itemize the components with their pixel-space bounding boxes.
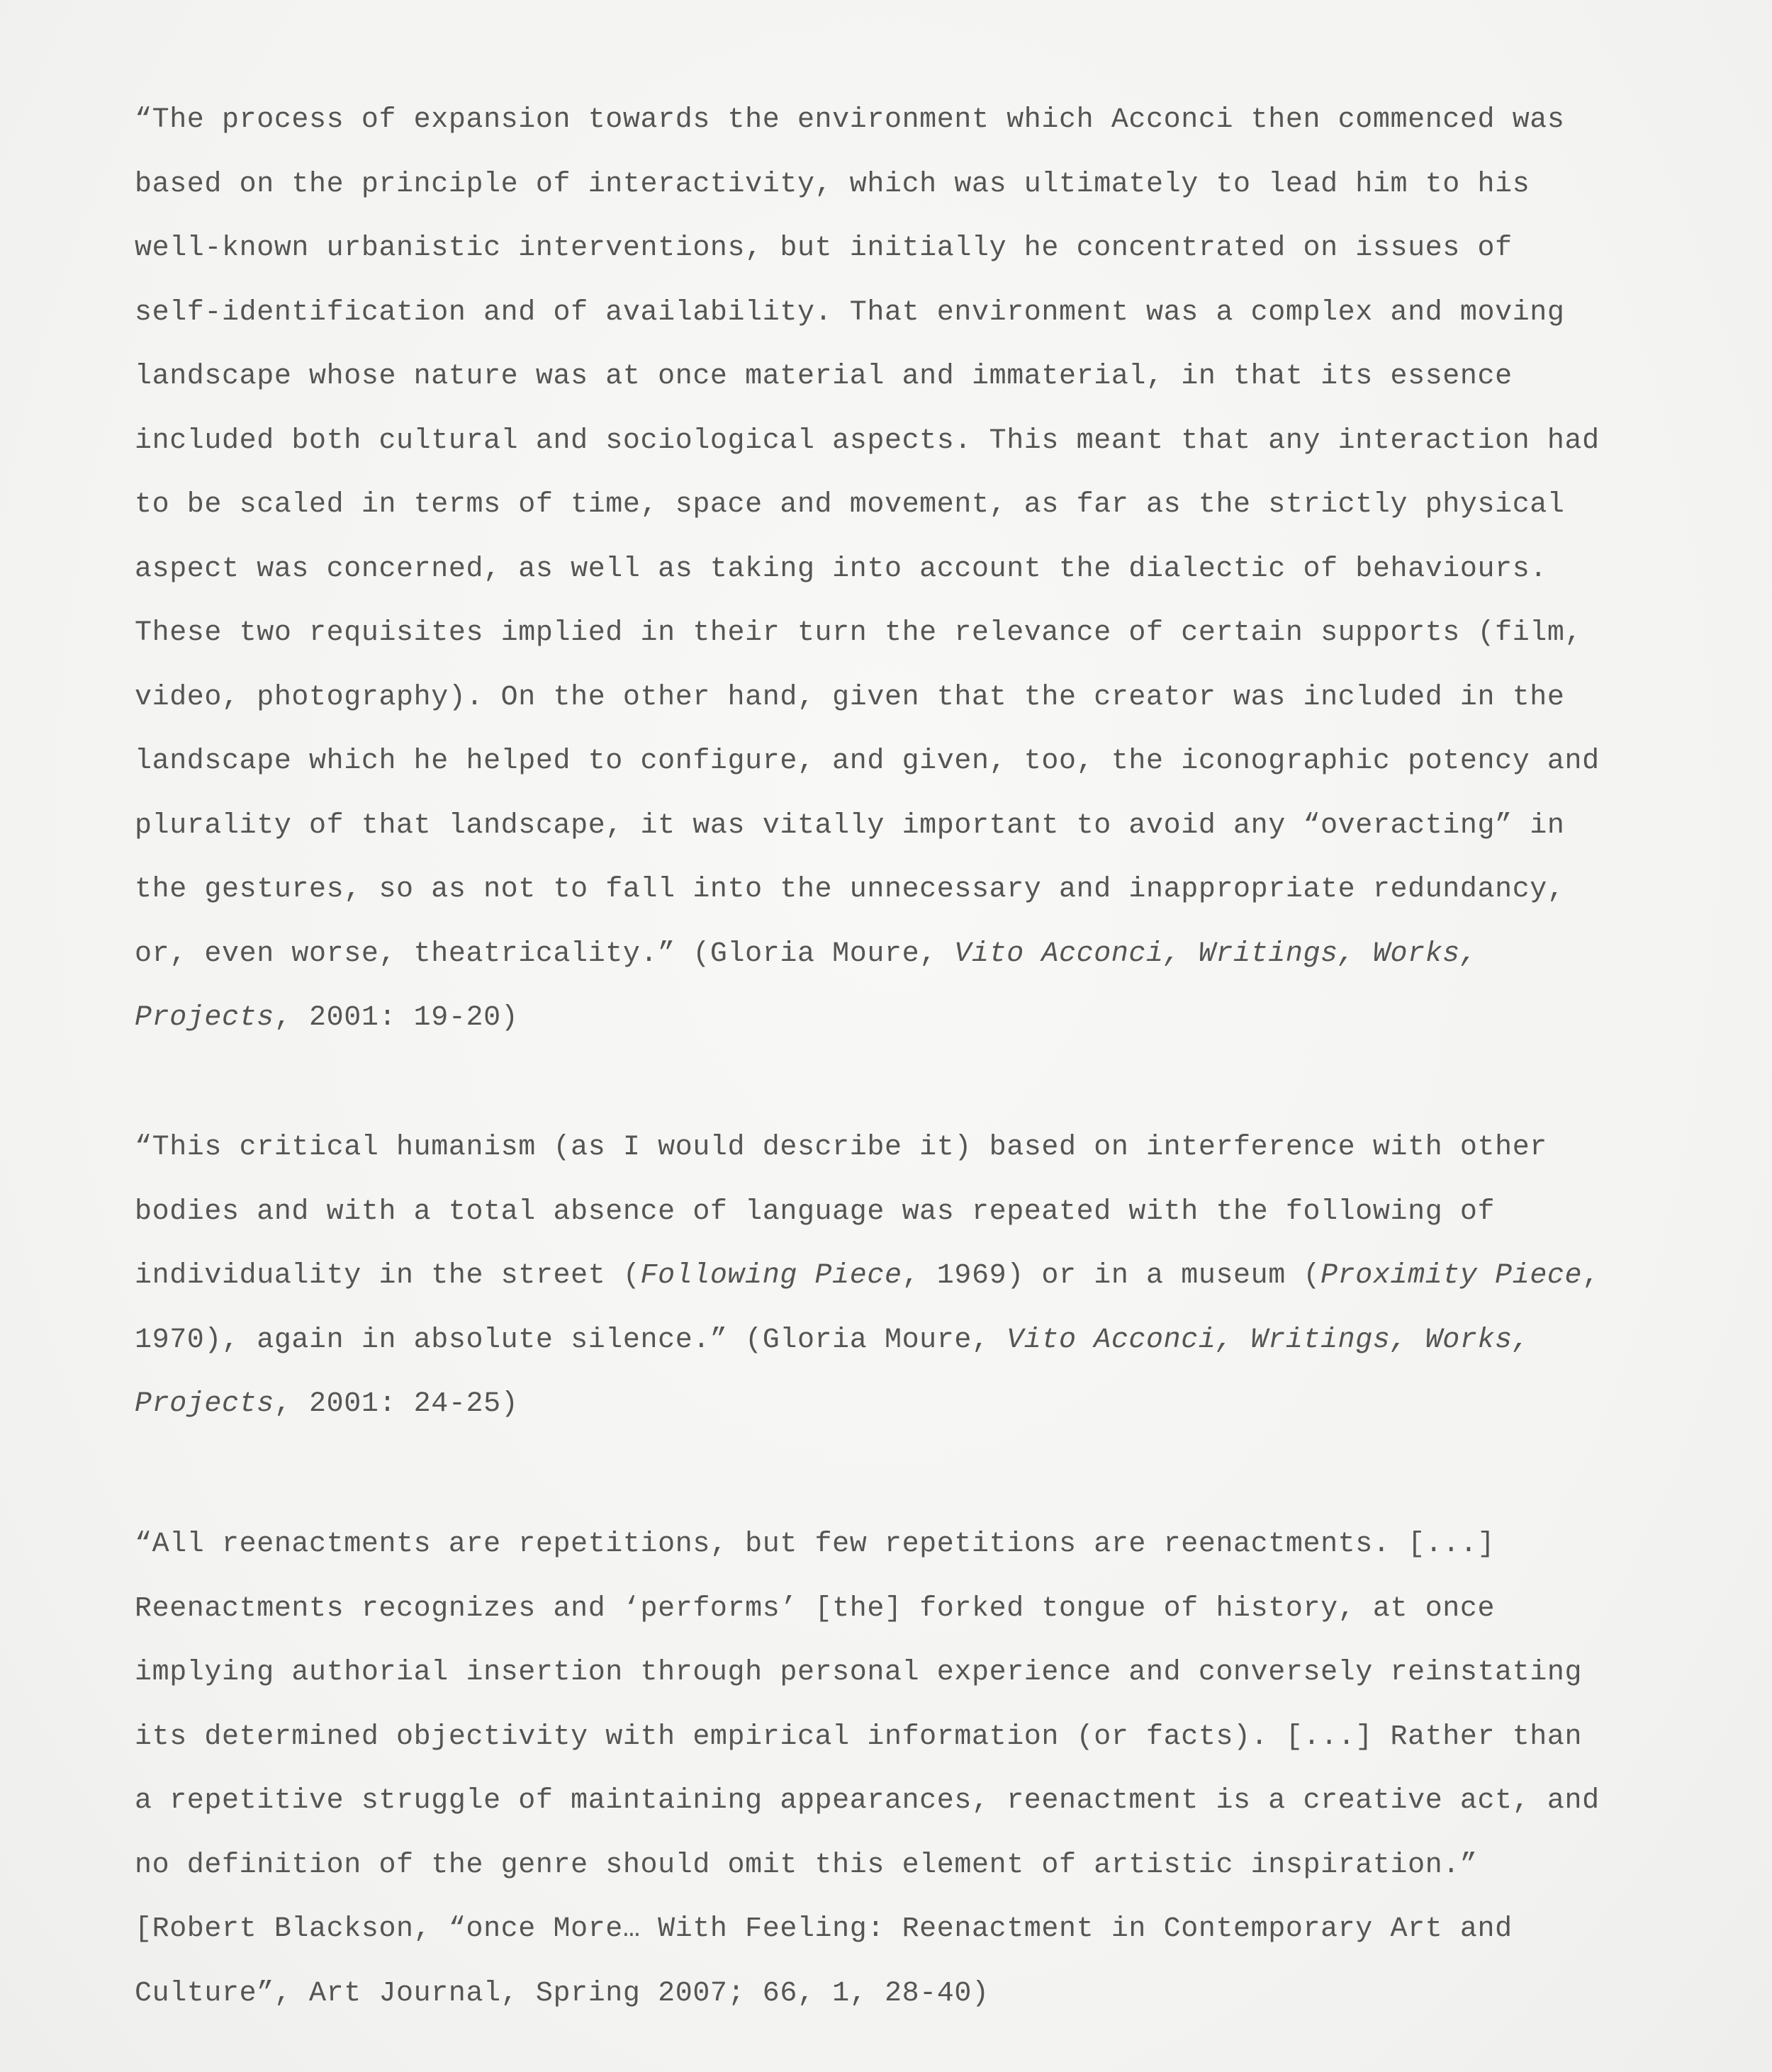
text-segment: video, photography). On the other hand, given that the creator was included in the: [135, 681, 1565, 714]
text-line: [135, 986, 1652, 1051]
text-segment: implying authorial insertion through personal experience and conversely reinstating: [135, 1657, 1583, 1689]
text-segment: its determined objectivity with empirical information (or facts). [...] Rather than: [135, 1721, 1583, 1753]
text-segment: , 2001: 19-20): [274, 1002, 519, 1034]
text-line: [135, 410, 1652, 474]
text-line: [135, 666, 1652, 731]
text-segment: a repetitive struggle of maintaining appearances, reenactment is a creative act, and: [135, 1785, 1600, 1817]
text-segment: or, even worse, theatricality.” (Gloria Moure,: [135, 938, 955, 970]
text-line: [135, 1834, 1652, 1898]
text-segment: aspect was concerned, as well as taking into account the dialectic of behaviours.: [135, 553, 1547, 585]
text-line: [135, 153, 1652, 218]
text-segment: no definition of the genre should omit this element of artistic inspiration.”: [135, 1849, 1478, 1881]
italic-title-text: Projects: [135, 1388, 274, 1420]
text-segment: These two requisites implied in their turn the relevance of certain supports (film,: [135, 617, 1583, 649]
text-line: [135, 1181, 1652, 1245]
text-segment: ,: [1582, 1260, 1600, 1292]
text-line: [135, 1309, 1652, 1373]
italic-title-text: Projects: [135, 1002, 274, 1034]
text-segment: 1970), again in absolute silence.” (Gloria Moure,: [135, 1324, 1007, 1356]
text-line: [135, 1769, 1652, 1834]
text-segment: , 2001: 24-25): [274, 1388, 519, 1420]
text-line: [135, 730, 1652, 794]
italic-title-text: Vito Acconci, Writings, Works,: [954, 938, 1478, 970]
text-segment: landscape which he helped to configure, and given, too, the iconographic potency and: [135, 745, 1600, 777]
text-segment: well-known urbanistic interventions, but initially he concentrated on issues of: [135, 232, 1513, 264]
text-segment: Reenactments recognizes and ‘performs’ [the] forked tongue of history, at once: [135, 1592, 1496, 1625]
text-segment: included both cultural and sociological aspects. This meant that any interaction had: [135, 424, 1600, 457]
text-segment: “This critical humanism (as I would describe it) based on interference with other: [135, 1132, 1547, 1164]
text-line: [135, 1577, 1652, 1642]
text-segment: individuality in the street (: [135, 1260, 641, 1292]
italic-title-text: Following Piece: [640, 1260, 902, 1292]
text-line: [135, 923, 1652, 987]
text-line: [135, 1898, 1652, 1962]
text-line: [135, 1116, 1652, 1181]
text-segment: self-identification and of availability. That environment was a complex and moving: [135, 296, 1565, 329]
text-line: [135, 345, 1652, 410]
quote-block-moure-1: [135, 89, 1652, 1051]
text-line: [135, 1244, 1652, 1309]
text-line: [135, 473, 1652, 538]
text-segment: landscape whose nature was at once material and immaterial, in that its essence: [135, 361, 1513, 393]
italic-title-text: Vito Acconci, Writings, Works,: [1006, 1324, 1530, 1356]
text-segment: , 1969) or in a museum (: [902, 1260, 1321, 1292]
text-segment: “The process of expansion towards the environment which Acconci then commenced was: [135, 104, 1565, 136]
text-segment: Culture”, Art Journal, Spring 2007; 66, 1, 28-40): [135, 1977, 989, 2010]
text-segment: based on the principle of interactivity, which was ultimately to lead him to his: [135, 168, 1530, 201]
text-line: [135, 281, 1652, 346]
text-line: [135, 1962, 1652, 2027]
text-segment: [Robert Blackson, “once More… With Feeling: Reenactment in Contemporary Art and: [135, 1913, 1513, 1945]
quote-block-moure-2: [135, 1116, 1652, 1437]
text-line: [135, 794, 1652, 859]
text-line: [135, 538, 1652, 602]
text-segment: to be scaled in terms of time, space and movement, as far as the strictly physical: [135, 489, 1565, 521]
italic-title-text: Proximity Piece: [1320, 1260, 1583, 1292]
text-line: [135, 1373, 1652, 1437]
text-segment: “All reenactments are repetitions, but few repetitions are reenactments. [...]: [135, 1528, 1496, 1560]
text-line: [135, 89, 1652, 153]
text-line: [135, 1706, 1652, 1770]
quote-block-blackson: [135, 1513, 1652, 2026]
text-line: [135, 602, 1652, 666]
text-segment: plurality of that landscape, it was vitally important to avoid any “overacting” in: [135, 809, 1565, 842]
text-line: [135, 217, 1652, 281]
text-segment: the gestures, so as not to fall into the unnecessary and inappropriate redundancy,: [135, 874, 1565, 906]
text-segment: bodies and with a total absence of language was repeated with the following of: [135, 1195, 1496, 1228]
text-line: [135, 1641, 1652, 1706]
text-line: [135, 858, 1652, 923]
text-line: [135, 1513, 1652, 1577]
